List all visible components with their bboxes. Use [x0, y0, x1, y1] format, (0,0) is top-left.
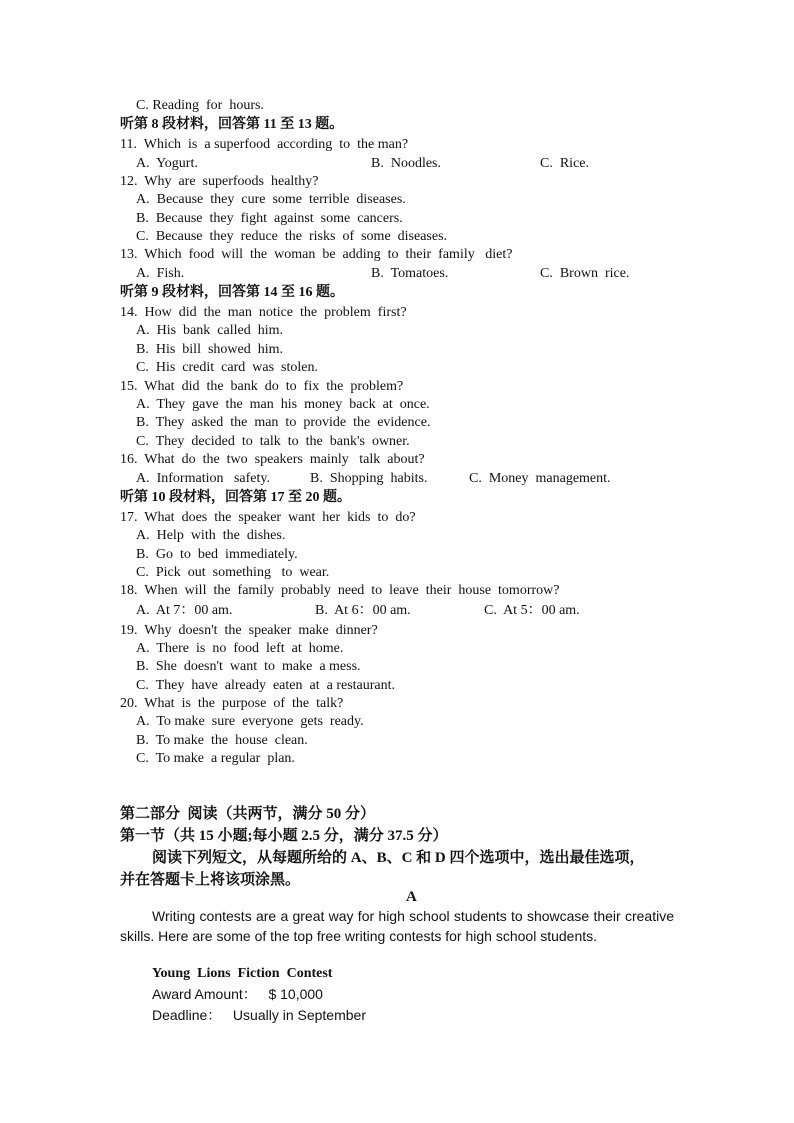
q12-option-c: C. Because they reduce the risks of some diseases. [136, 229, 448, 244]
q13-option-b: B. Tomatoes. [371, 266, 449, 281]
q17-option-c: C. Pick out something to wear. [136, 565, 330, 580]
q20-option-b: B. To make the house clean. [136, 733, 308, 748]
q15-option-b: B. They asked the man to provide the evidence. [136, 415, 431, 430]
question-13: 13. Which food will the woman be adding to their family diet? [120, 247, 513, 262]
contest-name: Young Lions Fiction Contest [152, 966, 333, 981]
q19-option-c: C. They have already eaten at a restaurant. [136, 678, 396, 693]
question-14: 14. How did the man notice the problem first? [120, 305, 407, 320]
question-16: 16. What do the two speakers mainly talk about? [120, 452, 425, 467]
q15-option-a: A. They gave the man his money back at once. [136, 397, 430, 412]
question-17: 17. What does the speaker want her kids to do? [120, 510, 416, 525]
passage-intro: Writing contests are a great way for high school students to showcase their creative skills. Here are some of the top free writing contests for high school students. [120, 908, 674, 944]
q17-option-a: A. Help with the dishes. [136, 528, 286, 543]
q19-option-a: A. There is no food left at home. [136, 641, 344, 656]
q17-option-b: B. Go to bed immediately. [136, 547, 298, 562]
q11-option-a: A. Yogurt. [136, 156, 198, 171]
passage-label: A [406, 889, 417, 905]
q16-option-c: C. Money management. [469, 471, 611, 486]
question-11: 11. Which is a superfood according to the man? [120, 137, 409, 152]
q14-option-a: A. His bank called him. [136, 323, 283, 338]
q16-option-b: B. Shopping habits. [310, 471, 428, 486]
q14-option-b: B. His bill showed him. [136, 342, 284, 357]
q11-option-c: C. Rice. [540, 156, 589, 171]
question-15: 15. What did the bank do to fix the problem? [120, 379, 404, 394]
section-9-instruction: 听第 9 段材料，回答第 14 至 16 题。 [120, 285, 344, 300]
reading-instruction-line-1: 阅读下列短文，从每题所给的 A、B、C 和 D 四个选项中，选出最佳选项， [152, 850, 645, 866]
reading-instruction-line-2: 并在答题卡上将该项涂黑。 [120, 872, 301, 888]
q20-option-a: A. To make sure everyone gets ready. [136, 714, 364, 729]
part-2-title: 第二部分 阅读（共两节，满分 50 分） [120, 806, 376, 822]
section-1-title: 第一节（共 15 小题;每小题 2.5 分，满分 37.5 分） [120, 828, 448, 844]
q18-option-b: B. At 6：00 am. [315, 603, 411, 618]
award-amount: Award Amount： $ 10,000 [152, 986, 323, 1002]
q11-option-b: B. Noodles. [371, 156, 441, 171]
q13-option-a: A. Fish. [136, 266, 185, 281]
q18-option-a: A. At 7：00 am. [136, 603, 233, 618]
q19-option-b: B. She doesn't want to make a mess. [136, 659, 361, 674]
q18-option-c: C. At 5：00 am. [484, 603, 580, 618]
q16-option-a: A. Information safety. [136, 471, 270, 486]
question-18: 18. When will the family probably need to leave their house tomorrow? [120, 583, 560, 598]
q13-option-c: C. Brown rice. [540, 266, 630, 281]
q20-option-c: C. To make a regular plan. [136, 751, 295, 766]
q12-option-b: B. Because they fight against some cancers. [136, 211, 403, 226]
q15-option-c: C. They decided to talk to the bank's owner. [136, 434, 410, 449]
q10-option-c: C. Reading for hours. [136, 98, 264, 113]
question-20: 20. What is the purpose of the talk? [120, 696, 344, 711]
question-12: 12. Why are superfoods healthy? [120, 174, 319, 189]
section-10-instruction: 听第 10 段材料，回答第 17 至 20 题。 [120, 490, 351, 505]
q14-option-c: C. His credit card was stolen. [136, 360, 318, 375]
question-19: 19. Why doesn't the speaker make dinner? [120, 623, 378, 638]
deadline: Deadline： Usually in September [152, 1007, 366, 1023]
section-8-instruction: 听第 8 段材料，回答第 11 至 13 题。 [120, 117, 344, 132]
q12-option-a: A. Because they cure some terrible diseases. [136, 192, 406, 207]
